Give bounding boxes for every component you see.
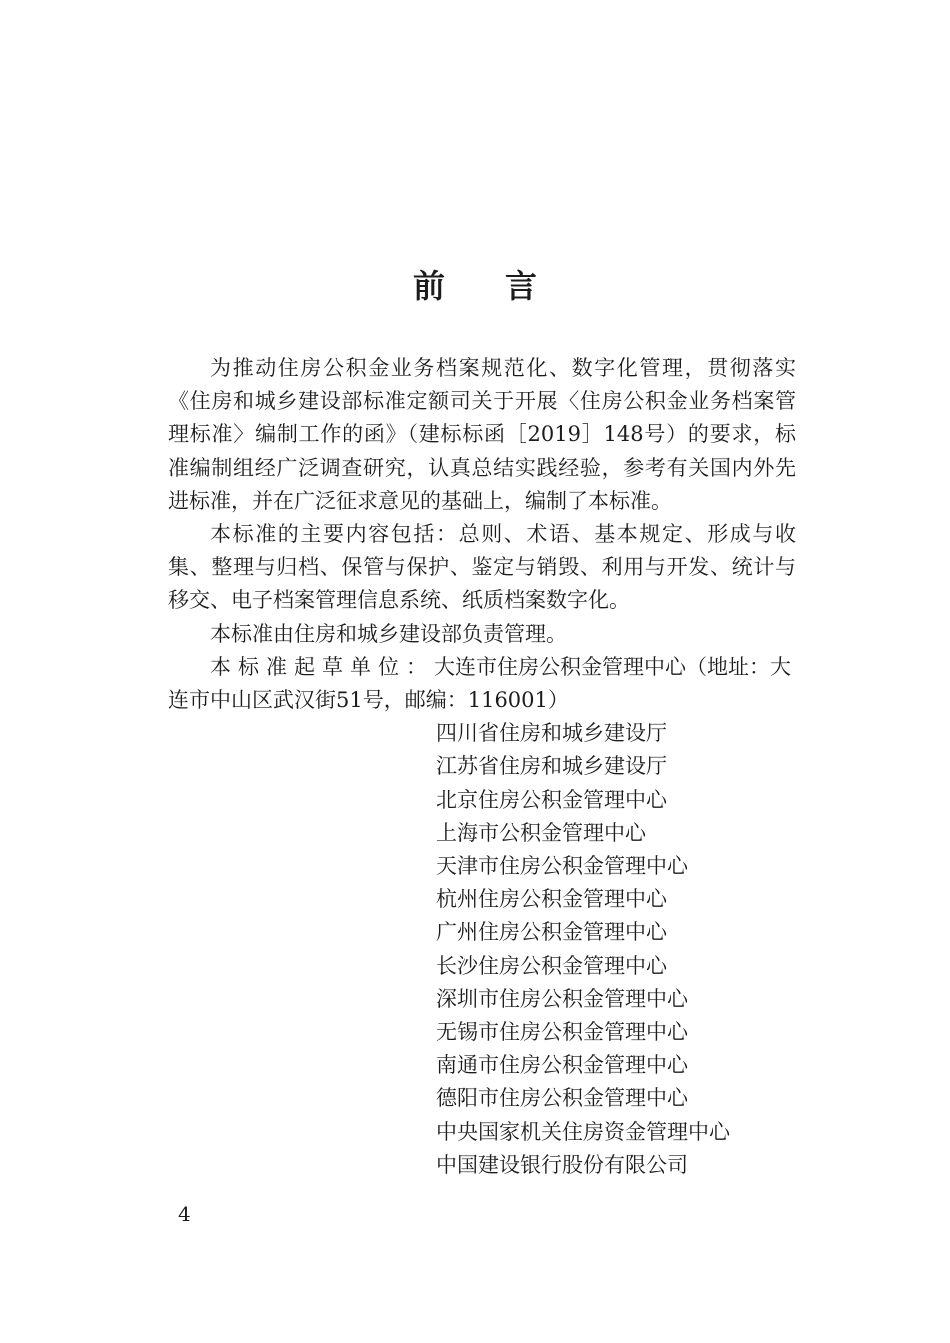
- list-item: 天津市住房公积金管理中心: [436, 854, 688, 879]
- list-item: 广州住房公积金管理中心: [436, 920, 667, 945]
- title-char-2: 言: [505, 267, 538, 305]
- list-item: 江苏省住房和城乡建设厅: [436, 754, 667, 779]
- drafting-units-label: 本标准起草单位：: [210, 654, 434, 679]
- drafting-units-list: [168, 717, 796, 1182]
- list-item: 南通市住房公积金管理中心: [436, 1053, 688, 1078]
- list-item: 中国建设银行股份有限公司: [436, 1152, 688, 1177]
- drafting-unit-primary: 大连市住房公积金管理中心（地址：大连市中山区武汉街51号，邮编：116001）: [168, 654, 791, 713]
- list-item: 长沙住房公积金管理中心: [436, 953, 667, 978]
- paragraph-contents: 本标准的主要内容包括：总则、术语、基本规定、形成与收集、整理与归档、保管与保护、鉴定与销毁、利用与开发、统计与移交、电子档案管理信息系统、纸质档案数字化。: [168, 522, 796, 613]
- list-item: 北京住房公积金管理中心: [436, 787, 667, 812]
- list-item: 杭州住房公积金管理中心: [436, 887, 667, 912]
- list-item: 深圳市住房公积金管理中心: [436, 986, 688, 1011]
- list-item: 上海市公积金管理中心: [436, 820, 646, 845]
- page-title: [0, 262, 950, 310]
- paragraph-background: 为推动住房公积金业务档案规范化、数字化管理，贯彻落实《住房和城乡建设部标准定额司关于开展〈住房公积金业务档案管理标准〉编制工作的函》（建标标函［2019］148号）的要求，标准编制组经广泛调查研究，认真总结实践经验，参考有关国内外先进标准，并在广泛征求意见的基础上，编制了本标准。: [168, 356, 796, 513]
- list-item: 四川省住房和城乡建设厅: [436, 721, 667, 746]
- paragraph-management: 本标准由住房和城乡建设部负责管理。: [210, 621, 567, 646]
- list-item: 德阳市住房公积金管理中心: [436, 1086, 688, 1111]
- drafting-units-lead: [168, 651, 796, 717]
- list-item: 中央国家机关住房资金管理中心: [436, 1119, 730, 1144]
- page-number: 4: [178, 1202, 191, 1226]
- preface-body: [168, 352, 796, 1182]
- title-char-1: 前: [412, 267, 445, 305]
- list-item: 无锡市住房公积金管理中心: [436, 1020, 688, 1045]
